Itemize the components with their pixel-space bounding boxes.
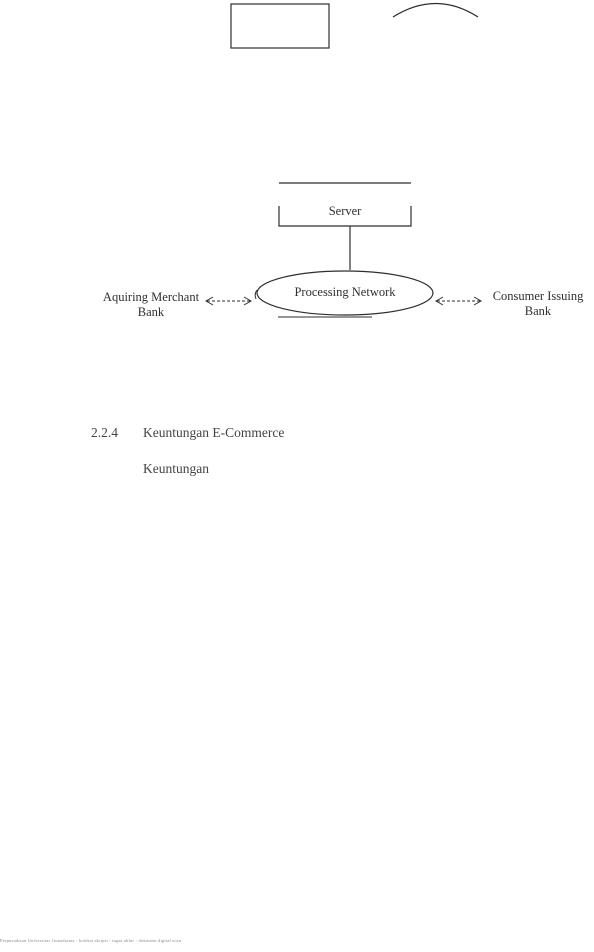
acquiring-bank-line2: Bank <box>137 305 165 319</box>
issuing-bank-line2: Bank <box>524 304 552 318</box>
section-number: 2.2.4 <box>91 425 118 440</box>
right-double-arrow <box>436 297 481 305</box>
issuing-bank-label <box>484 289 592 319</box>
scan-footer-text: Perpustakaan Universitas Gunadarma - koleksi skripsi / tugas akhir - dokumen digital scan <box>0 938 182 943</box>
top-box-shape <box>231 4 329 48</box>
acquiring-bank-line1: Aquiring Merchant <box>102 290 200 304</box>
paragraph-text: Keuntungan <box>143 461 209 476</box>
section-heading <box>91 425 284 441</box>
top-arc-shape <box>393 4 478 18</box>
issuing-bank-line1: Consumer Issuing <box>492 289 584 303</box>
processing-network-label: Processing Network <box>294 285 396 299</box>
acquiring-bank-label <box>88 290 214 320</box>
section-title: Keuntungan E-Commerce <box>143 425 285 440</box>
server-label: Server <box>328 204 362 218</box>
